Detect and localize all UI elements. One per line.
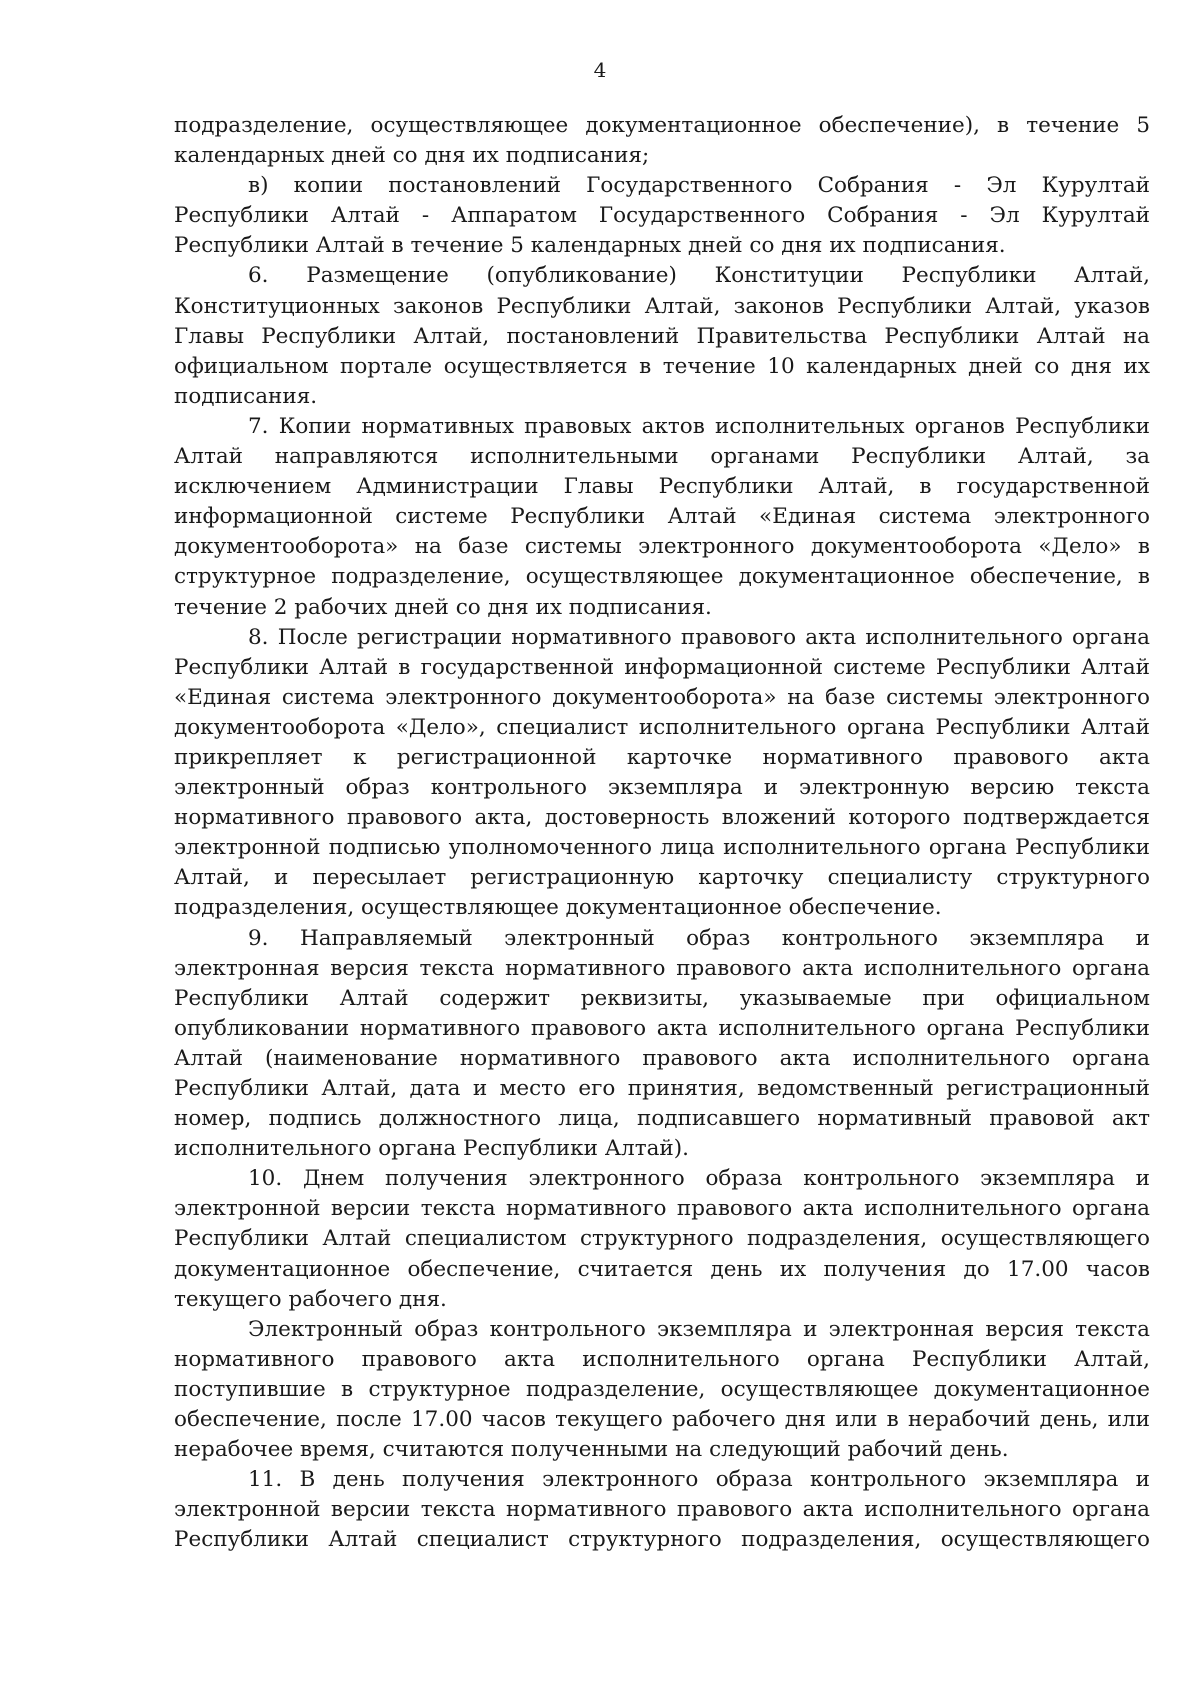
document-body xyxy=(174,111,1150,1556)
paragraph-item-11: 11. В день получения электронного образа контрольного экземпляра и электронной версии текста нормативного правового акта исполнительного органа Республики Алтай специалист структурного подразделения, осуществляющего xyxy=(174,1467,1150,1553)
paragraph-item-6: 6. Размещение (опубликование) Конституции Республики Алтай, Конституционных законов Республики Алтай, законов Республики Алтай, указов Главы Республики Алтай, постановлений Правительства Республики Алтай на официальном портале осуществляется в течение 10 календарных дней со дня их подписания. xyxy=(174,263,1150,409)
paragraph-item-9: 9. Направляемый электронный образ контрольного экземпляра и электронная версия текста нормативного правового акта исполнительного органа Республики Алтай содержит реквизиты, указываемые при официальном опубликовании нормативного правового акта исполнительного органа Республики Алтай (наименование нормативного правового акта исполнительного органа Республики Алтай, дата и место его принятия, ведомственный регистрационный номер, подпись должностного лица, подписавшего нормативный правовой акт исполнительного органа Республики Алтай). xyxy=(174,925,1150,1162)
paragraph-item-10: 10. Днем получения электронного образа контрольного экземпляра и электронной версии текста нормативного правового акта исполнительного органа Республики Алтай специалистом структурного подразделения, осуществляющего документационное обеспечение, считается день их получения до 17.00 часов текущего рабочего дня. xyxy=(174,1166,1150,1312)
page-number: 4 xyxy=(593,58,607,82)
paragraph-continuation: подразделение, осуществляющее документационное обеспечение), в течение 5 календарных дней со дня их подписания; xyxy=(174,113,1150,169)
paragraph-item-10-continued: Электронный образ контрольного экземпляра и электронная версия текста нормативного правового акта исполнительного органа Республики Алтай, поступившие в структурное подразделение, осуществляющее документационное обеспечение, после 17.00 часов текущего рабочего дня или в нерабочий день, или нерабочее время, считаются полученными на следующий рабочий день. xyxy=(174,1316,1150,1463)
paragraph-item-7: 7. Копии нормативных правовых актов исполнительных органов Республики Алтай направляются исполнительными органами Республики Алтай, за исключением Администрации Главы Республики Алтай, в государственной информационной системе Республики Алтай «Единая система электронного документооборота» на базе системы электронного документооборота «Дело» в структурное подразделение, осуществляющее документационное обеспечение, в течение 2 рабочих дней со дня их подписания. xyxy=(174,413,1150,620)
paragraph-item-v: в) копии постановлений Государственного Собрания - Эл Курултай Республики Алтай - Аппаратом Государственного Собрания - Эл Курултай Республики Алтай в течение 5 календарных дней со дня их подписания. xyxy=(174,173,1150,259)
paragraph-item-8: 8. После регистрации нормативного правового акта исполнительного органа Республики Алтай в государственной информационной системе Республики Алтай «Единая система электронного документооборота» на базе системы электронного документооборота «Дело», специалист исполнительного органа Республики Алтай прикрепляет к регистрационной карточке нормативного правового акта электронный образ контрольного экземпляра и электронную версию текста нормативного правового акта, достоверность вложений которого подтверждается электронной подписью уполномоченного лица исполнительного органа Республики Алтай, и пересылает регистрационную карточку специалисту структурного подразделения, осуществляющее документационное обеспечение. xyxy=(174,624,1150,921)
